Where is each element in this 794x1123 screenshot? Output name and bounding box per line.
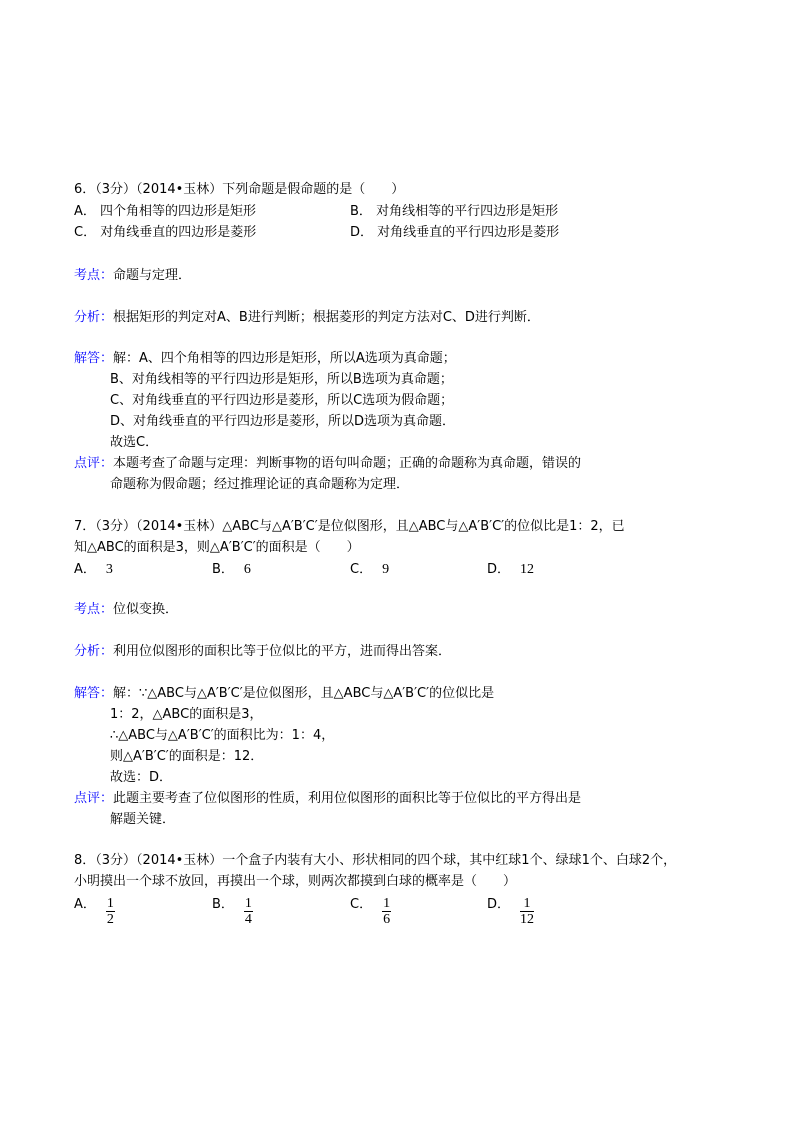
q7-jieda-line-3: ∴△ABC与△A′B′C′的面积比为：1：4， xyxy=(110,728,335,743)
option-value: 6 xyxy=(243,562,251,577)
q7-stem-line-1: 7．（3分）（2014•玉林）△ABC与△A′B′C′是位似图形，且△ABC与△A′B′C′的位似比是1：2，已 xyxy=(74,519,625,534)
option-text: 对角线垂直的平行四边形是菱形 xyxy=(377,225,560,240)
q7-stem-line-2: 知△ABC的面积是3，则△A′B′C′的面积是（ ） xyxy=(74,540,360,555)
jieda-line: 解：A、四个角相等的四边形是矩形，所以A选项为真命题； xyxy=(113,351,456,366)
denominator: 6 xyxy=(383,912,391,927)
option-text: 对角线相等的平行四边形是矩形 xyxy=(376,204,559,219)
numerator: 1 xyxy=(106,896,114,911)
q6-option-b xyxy=(350,203,558,221)
option-value: 12 xyxy=(520,562,535,577)
q7-dianping-line-2: 解题关键． xyxy=(110,812,176,827)
option-key: A． xyxy=(74,204,96,219)
q7-kaodian xyxy=(74,601,178,619)
fraction xyxy=(382,896,391,928)
option-key: A． xyxy=(74,562,96,577)
q6-jieda xyxy=(74,350,456,368)
q6-jieda-line-5: 故选C． xyxy=(110,435,159,450)
q6-jieda-line-4: D、对角线垂直的平行四边形是菱形，所以D选项为真命题． xyxy=(110,414,456,429)
option-key: B． xyxy=(212,562,234,577)
fenxi-label: 分析： xyxy=(74,310,114,325)
q7-option-d xyxy=(487,561,534,579)
q8-option-d xyxy=(487,896,534,928)
q6-option-c xyxy=(74,224,256,242)
q7-dianping xyxy=(74,790,581,808)
fraction xyxy=(520,896,534,928)
fraction xyxy=(244,896,253,928)
q8-option-b xyxy=(212,896,253,928)
dianping-text: 此题主要考查了位似图形的性质，利用位似图形的面积比等于位似比的平方得出是 xyxy=(113,791,582,806)
fenxi-label: 分析： xyxy=(74,644,114,659)
fenxi-text: 利用位似图形的面积比等于位似比的平方，进而得出答案． xyxy=(113,644,452,659)
option-text: 对角线垂直的四边形是菱形 xyxy=(100,225,257,240)
q6-kaodian xyxy=(74,267,191,285)
option-key: D． xyxy=(487,562,511,577)
kaodian-text: 命题与定理． xyxy=(113,268,192,283)
option-value: 9 xyxy=(382,562,390,577)
option-key: C． xyxy=(350,562,373,577)
q7-option-c xyxy=(350,561,389,579)
q7-fenxi xyxy=(74,643,451,661)
q7-jieda-line-2: 1：2，△ABC的面积是3， xyxy=(110,707,263,722)
kaodian-label: 考点： xyxy=(74,602,114,617)
q6-stem: 6．（3分）（2014•玉林）下列命题是假命题的是（ ） xyxy=(74,182,405,197)
fenxi-text: 根据矩形的判定对A、B进行判断；根据菱形的判定方法对C、D进行判断． xyxy=(113,310,540,325)
q7-option-b xyxy=(212,561,251,579)
q8-option-c xyxy=(350,896,391,928)
q8-stem-line-2: 小明摸出一个球不放回，再摸出一个球，则两次都摸到白球的概率是（ ） xyxy=(74,874,517,889)
q7-jieda-line-4: 则△A′B′C′的面积是：12． xyxy=(110,749,264,764)
q7-jieda xyxy=(74,685,494,703)
denominator: 12 xyxy=(520,912,535,927)
denominator: 4 xyxy=(244,912,252,927)
numerator: 1 xyxy=(383,896,391,911)
dianping-label: 点评： xyxy=(74,456,114,471)
option-key: B． xyxy=(350,204,372,219)
denominator: 2 xyxy=(106,912,114,927)
q6-fenxi xyxy=(74,309,540,327)
jieda-line: 解：∵△ABC与△A′B′C′是位似图形，且△ABC与△A′B′C′的位似比是 xyxy=(113,686,495,701)
q6-dianping xyxy=(74,455,581,473)
option-key: C． xyxy=(350,897,373,912)
q7-jieda-line-5: 故选：D． xyxy=(110,770,173,785)
jieda-label: 解答： xyxy=(74,351,114,366)
kaodian-text: 位似变换． xyxy=(113,602,179,617)
option-value: 3 xyxy=(105,562,113,577)
jieda-label: 解答： xyxy=(74,686,114,701)
numerator: 1 xyxy=(244,896,252,911)
option-key: C． xyxy=(74,225,97,240)
q6-jieda-line-3: C、对角线垂直的平行四边形是菱形，所以C选项为假命题； xyxy=(110,393,454,408)
fraction xyxy=(106,896,115,928)
option-key: A． xyxy=(74,897,96,912)
q7-option-a xyxy=(74,561,113,579)
numerator: 1 xyxy=(520,896,534,912)
option-key: D． xyxy=(487,897,511,912)
q6-jieda-line-2: B、对角线相等的平行四边形是矩形，所以B选项为真命题； xyxy=(110,372,453,387)
q8-stem-line-1: 8．（3分）（2014•玉林）一个盒子内装有大小、形状相同的四个球，其中红球1个、绿球1个、白球2个， xyxy=(74,853,677,868)
q6-dianping-line-2: 命题称为假命题；经过推理论证的真命题称为定理． xyxy=(110,477,410,492)
option-text: 四个角相等的四边形是矩形 xyxy=(100,204,257,219)
q6-option-d xyxy=(350,224,559,242)
option-key: D． xyxy=(350,225,374,240)
kaodian-label: 考点： xyxy=(74,268,114,283)
q6-option-a xyxy=(74,203,256,221)
dianping-text: 本题考查了命题与定理：判断事物的语句叫命题；正确的命题称为真命题，错误的 xyxy=(113,456,582,471)
option-key: B． xyxy=(212,897,234,912)
q8-option-a xyxy=(74,896,115,928)
dianping-label: 点评： xyxy=(74,791,114,806)
